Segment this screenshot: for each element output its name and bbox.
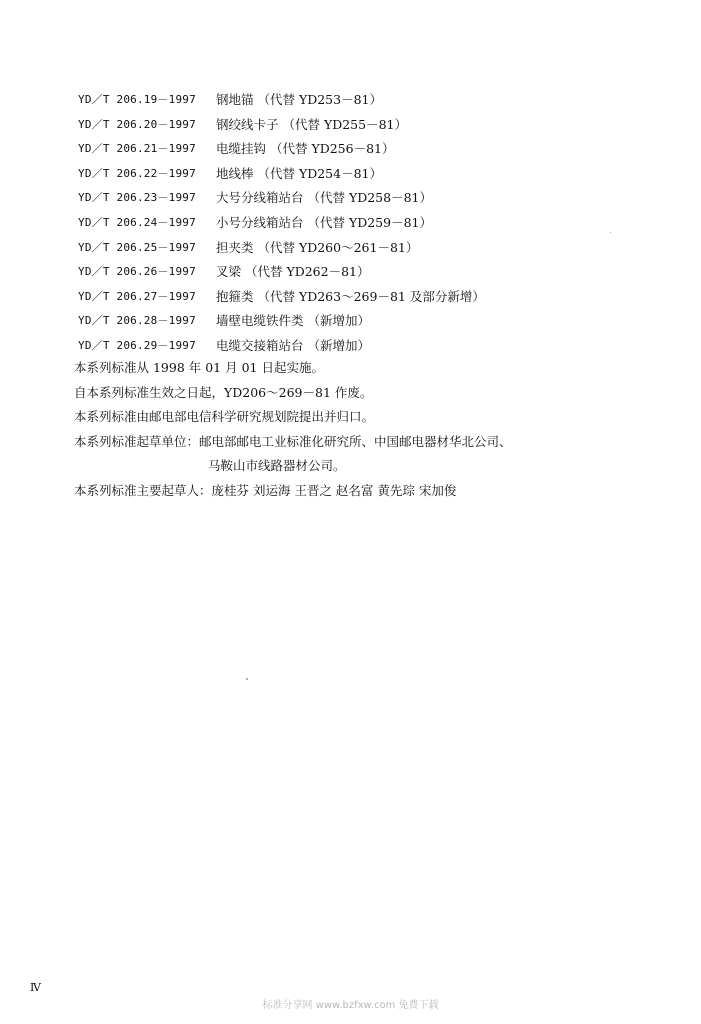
standard-title: 墙壁电缆铁件类 （新增加） xyxy=(216,313,370,329)
standard-item xyxy=(78,334,485,359)
effective-date-note: 本系列标准从 1998 年 01 月 01 日起实施。 xyxy=(74,360,324,375)
standard-code: YD／T 206.26－1997 xyxy=(78,265,196,279)
standard-title: 电缆挂钩 （代替 YD256－81） xyxy=(216,141,395,157)
standard-code: YD／T 206.25－1997 xyxy=(78,240,196,254)
standard-title: 地线棒 （代替 YD254－81） xyxy=(216,165,382,181)
drafting-units-note: 本系列标准起草单位：邮电部邮电工业标准化研究所、中国邮电器材华北公司、 xyxy=(74,433,512,449)
standard-title: 大号分线箱站台 （代替 YD258－81） xyxy=(216,190,432,206)
standard-code: YD／T 206.27－1997 xyxy=(78,289,196,303)
standard-title: 小号分线箱站台 （代替 YD259－81） xyxy=(216,214,432,230)
standard-item xyxy=(78,236,485,261)
drafting-units-continuation: 马鞍山市线路器材公司。 xyxy=(208,458,346,474)
standard-item xyxy=(78,309,485,334)
standard-item xyxy=(78,113,485,138)
standard-title: 钢绞线卡子 （代替 YD255－81） xyxy=(216,116,407,132)
series-notes xyxy=(74,356,512,504)
standard-item xyxy=(78,88,485,113)
standard-code: YD／T 206.21－1997 xyxy=(78,142,196,156)
scan-speck xyxy=(246,678,248,680)
standard-code: YD／T 206.29－1997 xyxy=(78,338,196,352)
page-number: Ⅳ xyxy=(30,981,41,994)
standard-title: 钢地锚 （代替 YD253－81） xyxy=(216,92,382,107)
standard-code: YD／T 206.20－1997 xyxy=(78,117,196,131)
standard-item xyxy=(78,285,485,310)
standard-title: 叉梁 （代替 YD262－81） xyxy=(216,264,370,280)
standard-code: YD／T 206.19－1997 xyxy=(78,93,196,106)
standard-title: 担夹类 （代替 YD260～261－81） xyxy=(216,239,419,255)
standards-list xyxy=(78,88,485,359)
scan-speck xyxy=(610,232,611,233)
standard-title: 抱箍类 （代替 YD263～269－81 及部分新增） xyxy=(216,288,485,304)
standard-code: YD／T 206.24－1997 xyxy=(78,215,196,229)
standard-title: 电缆交接箱站台 （新增加） xyxy=(216,337,370,353)
standard-item xyxy=(78,162,485,187)
standard-item xyxy=(78,186,485,211)
standard-item xyxy=(78,137,485,162)
drafters-note: 本系列标准主要起草人：庞桂芬 刘运海 王晋之 赵名富 黄先琮 宋加俊 xyxy=(74,482,457,498)
watermark-text: 标准分享网 www.bzfxw.com 免费下载 xyxy=(262,1000,439,1011)
abolish-note: 自本系列标准生效之日起，YD206～269－81 作废。 xyxy=(74,384,373,400)
standard-item xyxy=(78,211,485,236)
standard-code: YD／T 206.22－1997 xyxy=(78,166,196,180)
proposer-note: 本系列标准由邮电部电信科学研究规划院提出并归口。 xyxy=(74,409,375,425)
standard-item xyxy=(78,260,485,285)
standard-code: YD／T 206.23－1997 xyxy=(78,191,196,205)
standard-code: YD／T 206.28－1997 xyxy=(78,314,196,328)
